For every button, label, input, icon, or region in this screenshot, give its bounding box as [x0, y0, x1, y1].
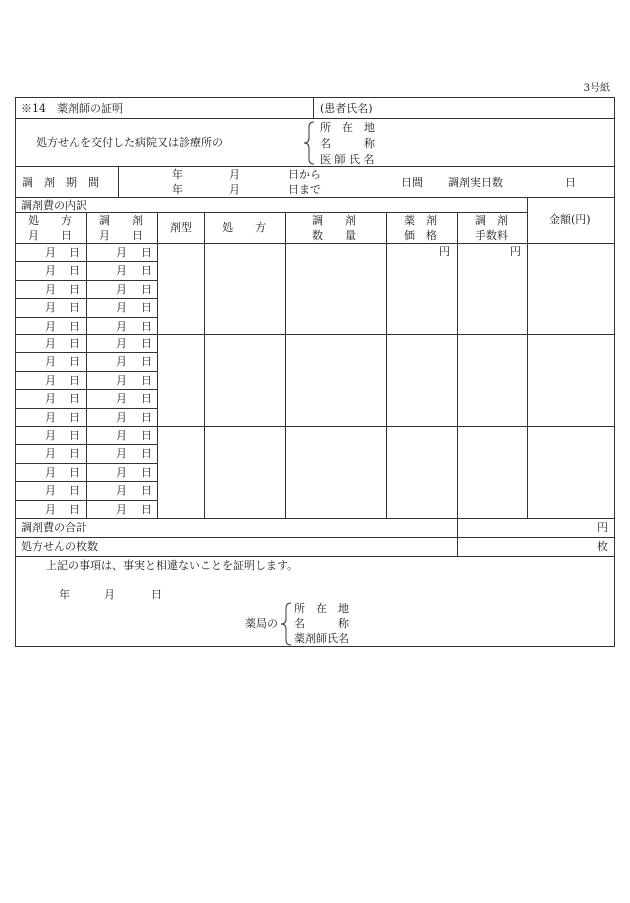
period-until: 日まで [288, 183, 321, 196]
fee-total-label: 調剤費の合計 [21, 521, 87, 534]
col-prescription-date-top: 処 方 [28, 214, 72, 227]
period-from-year: 年 [172, 168, 183, 181]
period-from: 日から [288, 168, 321, 181]
date-subrow-line [15, 317, 157, 318]
date-month-label: 月 [116, 320, 127, 333]
date-subrow-line [15, 500, 157, 501]
cert-month: 月 [104, 588, 115, 601]
date-day-label: 日 [141, 429, 152, 442]
date-day-label: 日 [69, 355, 80, 368]
amount-header: 金額(円) [549, 213, 591, 226]
form-number: 3号紙 [583, 83, 610, 94]
date-day-label: 日 [141, 337, 152, 350]
date-month-label: 月 [116, 484, 127, 497]
date-month-label: 月 [45, 392, 56, 405]
date-subrow-line [15, 352, 157, 353]
date-month-label: 月 [116, 246, 127, 259]
rule [204, 212, 205, 518]
pharmacy-brace [280, 602, 292, 646]
date-day-label: 日 [141, 447, 152, 460]
date-month-label: 月 [45, 447, 56, 460]
pharmacy-name-label: 名 称 [294, 617, 349, 630]
period-label: 調 剤 期 間 [22, 176, 99, 189]
col-dosage-form: 剤型 [170, 221, 192, 234]
rule [15, 243, 615, 244]
rule [86, 212, 87, 518]
date-day-label: 日 [141, 466, 152, 479]
col-fee-bottom: 手数料 [475, 229, 508, 242]
hospital-brace [303, 121, 315, 165]
date-month-label: 月 [116, 466, 127, 479]
date-month-label: 月 [116, 503, 127, 516]
date-subrow-line [15, 298, 157, 299]
col-quantity-top: 調 剤 [312, 214, 356, 227]
hospital-location-label: 所 在 地 [320, 121, 375, 134]
pharmacy-location-label: 所 在 地 [294, 602, 349, 615]
rule [15, 646, 615, 647]
date-subrow-line [15, 463, 157, 464]
col-price-bottom: 価 格 [404, 229, 437, 242]
rule [15, 556, 615, 557]
rule [15, 197, 615, 198]
date-day-label: 日 [141, 301, 152, 314]
date-month-label: 月 [116, 264, 127, 277]
date-day-label: 日 [69, 411, 80, 424]
date-subrow-line [15, 261, 157, 262]
date-month-label: 月 [45, 246, 56, 259]
sheet-count-label: 処方せんの枚数 [21, 540, 98, 553]
hospital-doctor-label: 医 師 氏 名 [320, 153, 375, 166]
date-month-label: 月 [116, 429, 127, 442]
rule [15, 334, 615, 335]
date-day-label: 日 [141, 246, 152, 259]
date-month-label: 月 [116, 374, 127, 387]
date-day-label: 日 [69, 503, 80, 516]
date-day-label: 日 [69, 466, 80, 479]
cert-title: ※14 薬剤師の証明 [21, 102, 123, 115]
cert-day: 日 [151, 588, 162, 601]
date-month-label: 月 [116, 447, 127, 460]
col-quantity-bottom: 数 量 [312, 229, 356, 242]
date-month-label: 月 [45, 503, 56, 516]
rule [527, 197, 528, 518]
breakdown-title: 調剤費の内訳 [21, 199, 87, 212]
date-day-label: 日 [69, 320, 80, 333]
actual-days-unit: 日 [565, 176, 576, 189]
rule [15, 518, 615, 519]
date-day-label: 日 [141, 374, 152, 387]
rule [457, 212, 458, 556]
date-day-label: 日 [69, 484, 80, 497]
date-day-label: 日 [69, 246, 80, 259]
rule [118, 166, 119, 197]
pharmacy-prefix: 薬局の [245, 617, 278, 630]
date-month-label: 月 [45, 337, 56, 350]
date-day-label: 日 [69, 337, 80, 350]
date-day-label: 日 [141, 503, 152, 516]
patient-name-label: (患者氏名) [320, 102, 373, 115]
patient-name-field[interactable] [390, 99, 612, 116]
cert-statement: 上記の事項は、事実と相違ないことを証明します。 [46, 559, 299, 572]
date-month-label: 月 [116, 337, 127, 350]
col-price-top: 薬 剤 [404, 214, 437, 227]
price-yen-unit: 円 [439, 245, 450, 258]
date-month-label: 月 [45, 283, 56, 296]
col-prescription: 処 方 [222, 221, 266, 234]
date-subrow-line [15, 444, 157, 445]
rule [157, 212, 158, 518]
date-day-label: 日 [141, 484, 152, 497]
date-subrow-line [15, 481, 157, 482]
rule [15, 97, 16, 647]
date-month-label: 月 [116, 392, 127, 405]
date-month-label: 月 [45, 355, 56, 368]
date-day-label: 日 [141, 411, 152, 424]
rule [285, 212, 286, 518]
rule [15, 212, 527, 213]
cert-year: 年 [59, 588, 70, 601]
date-month-label: 月 [116, 283, 127, 296]
date-subrow-line [15, 371, 157, 372]
date-month-label: 月 [45, 320, 56, 333]
date-month-label: 月 [45, 429, 56, 442]
fee-yen-unit: 円 [510, 245, 521, 258]
date-day-label: 日 [69, 264, 80, 277]
date-day-label: 日 [141, 264, 152, 277]
sheet-count-unit: 枚 [597, 540, 608, 553]
date-month-label: 月 [45, 374, 56, 387]
date-month-label: 月 [116, 411, 127, 424]
pharmacist-name-label: 薬剤師氏名 [294, 632, 349, 645]
date-month-label: 月 [45, 301, 56, 314]
rule [15, 97, 615, 98]
rule [15, 537, 615, 538]
hospital-name-label: 名 称 [320, 137, 375, 150]
date-day-label: 日 [69, 429, 80, 442]
date-day-label: 日 [69, 392, 80, 405]
date-subrow-line [15, 280, 157, 281]
date-day-label: 日 [141, 283, 152, 296]
rule [313, 97, 314, 118]
col-dispense-date-top: 調 剤 [99, 214, 143, 227]
date-day-label: 日 [69, 447, 80, 460]
period-to-year: 年 [172, 183, 183, 196]
date-subrow-line [15, 408, 157, 409]
hospital-intro: 処方せんを交付した病院又は診療所の [36, 136, 223, 149]
date-subrow-line [15, 389, 157, 390]
date-day-label: 日 [69, 301, 80, 314]
date-month-label: 月 [45, 411, 56, 424]
rule [15, 426, 615, 427]
rule [15, 166, 615, 167]
col-prescription-date-bottom: 月 日 [28, 229, 72, 242]
date-month-label: 月 [45, 264, 56, 277]
date-month-label: 月 [116, 355, 127, 368]
fee-total-unit: 円 [597, 521, 608, 534]
col-fee-top: 調 剤 [475, 214, 508, 227]
date-month-label: 月 [45, 466, 56, 479]
date-day-label: 日 [141, 392, 152, 405]
date-day-label: 日 [141, 355, 152, 368]
col-dispense-date-bottom: 月 日 [99, 229, 143, 242]
period-days-label: 日間 [401, 176, 423, 189]
rule [386, 212, 387, 518]
date-month-label: 月 [116, 301, 127, 314]
date-day-label: 日 [69, 374, 80, 387]
period-to-month: 月 [229, 183, 240, 196]
rule [15, 118, 615, 119]
date-day-label: 日 [141, 320, 152, 333]
date-month-label: 月 [45, 484, 56, 497]
rule [614, 97, 615, 647]
period-from-month: 月 [229, 168, 240, 181]
date-day-label: 日 [69, 283, 80, 296]
actual-days-label: 調剤実日数 [448, 176, 503, 189]
